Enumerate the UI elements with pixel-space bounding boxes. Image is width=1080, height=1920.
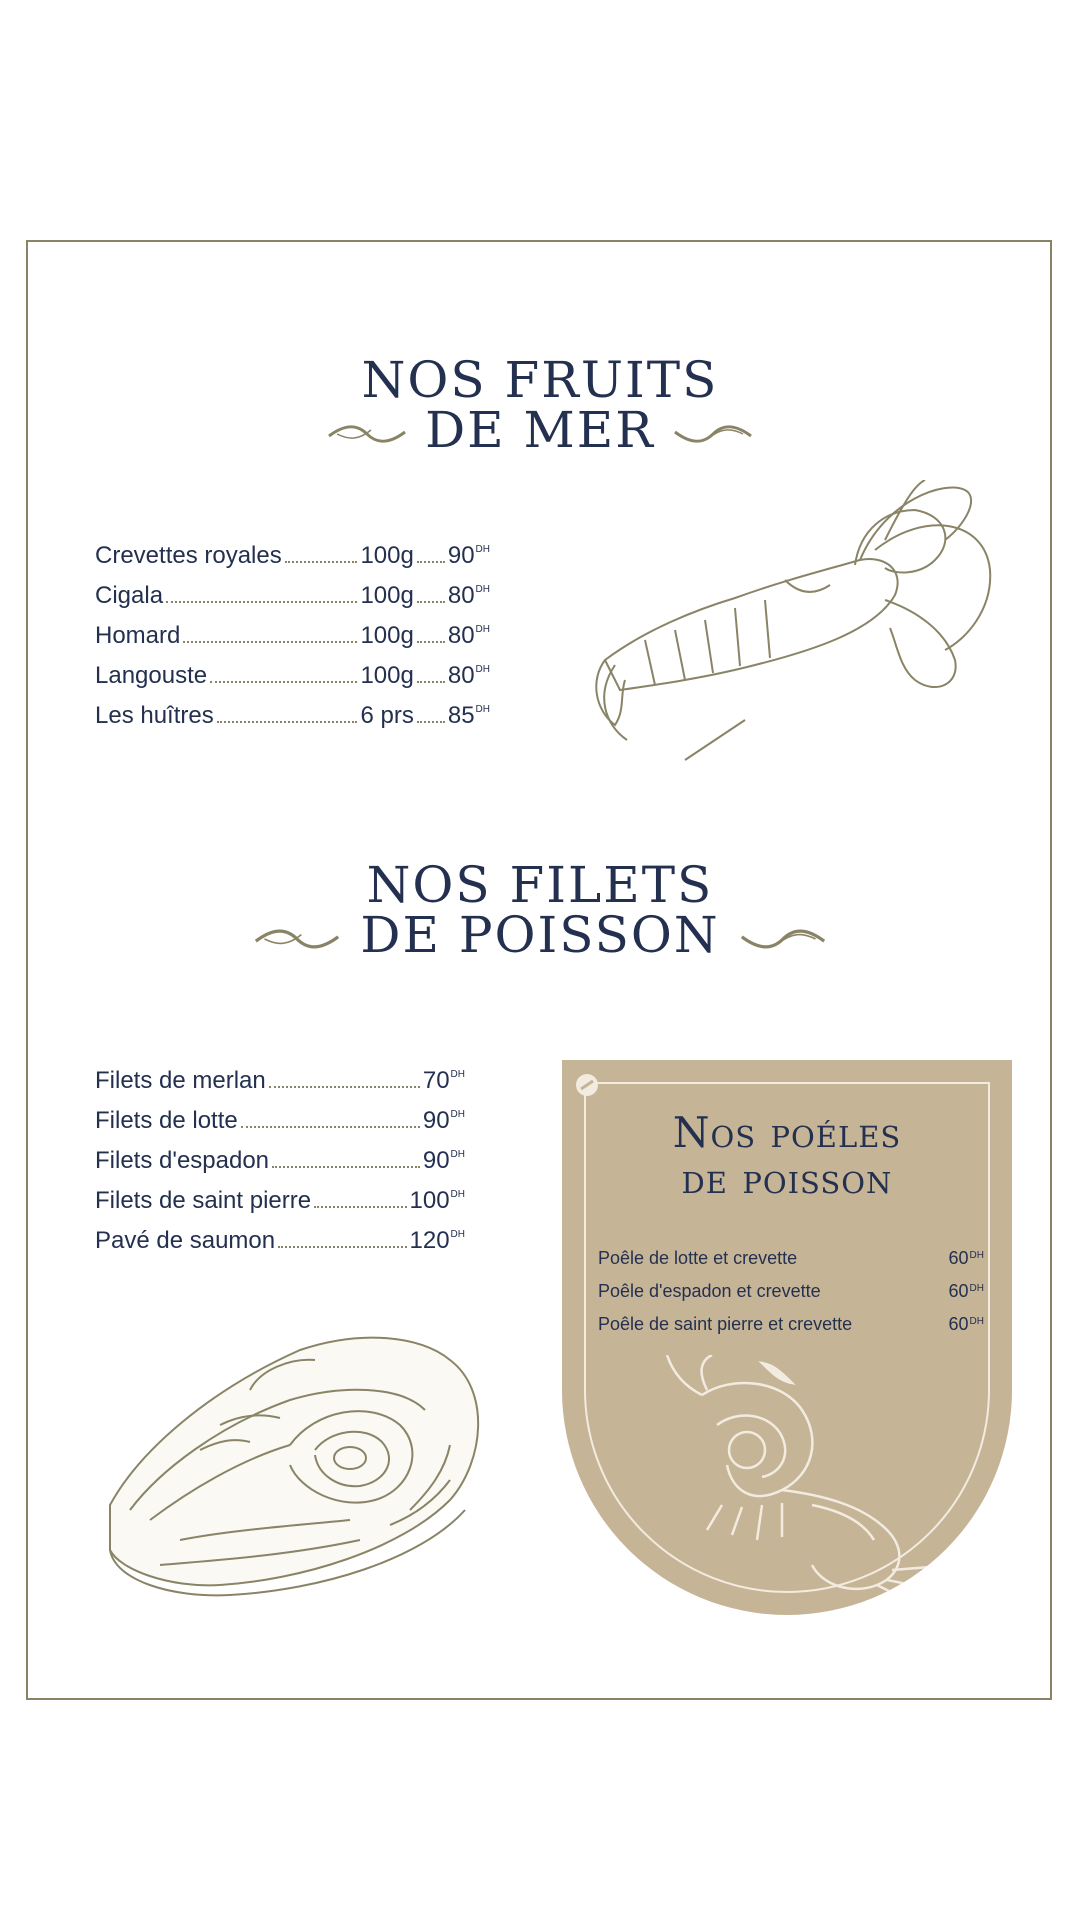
poeles-row: [598, 1281, 984, 1302]
salmon-steak-illustration-icon: [100, 1330, 490, 1610]
poeles-row: [598, 1314, 984, 1335]
menu-row: [95, 690, 490, 730]
item-name: Filets de saint pierre: [95, 1187, 312, 1214]
item-price: $80^{DH}$: [447, 662, 490, 689]
item-name: Filets de lotte: [95, 1107, 238, 1134]
title-line1: NOS FILETS: [366, 856, 714, 914]
fruits-de-mer-list: [95, 530, 490, 730]
lobster-illustration-icon: [585, 480, 995, 780]
item-price: $90^{DH}$: [447, 542, 490, 569]
item-qty: 6 prs: [360, 702, 414, 729]
item-qty: 100g: [360, 622, 414, 649]
menu-row: [95, 650, 490, 690]
fruits-de-mer-title: [0, 351, 1080, 459]
poeles-title: [562, 1110, 1012, 1202]
right-swirl-ornament-icon: [738, 926, 828, 952]
item-price: $60^{DH}$: [948, 1314, 984, 1334]
menu-row: [95, 570, 490, 610]
item-price: $60^{DH}$: [948, 1248, 984, 1268]
poeles-panel: [562, 1060, 1012, 1615]
menu-row: [95, 530, 490, 570]
left-swirl-ornament-icon: [327, 422, 407, 446]
item-price: $85^{DH}$: [447, 702, 490, 729]
item-name: Poêle de lotte et crevette: [598, 1248, 798, 1268]
item-name: Poêle d'espadon et crevette: [598, 1281, 821, 1301]
title-line2: de poisson: [681, 1154, 893, 1203]
item-price: $60^{DH}$: [948, 1281, 984, 1301]
item-price: $90^{DH}$: [422, 1147, 465, 1174]
item-price: $70^{DH}$: [422, 1067, 465, 1094]
item-name: Filets d'espadon: [95, 1147, 270, 1174]
title-line2: DE POISSON: [360, 906, 720, 964]
item-name: Crevettes royales: [95, 542, 282, 569]
item-price: $90^{DH}$: [422, 1107, 465, 1134]
title-line1: Nos poéles: [672, 1108, 902, 1157]
item-qty: 100g: [360, 662, 414, 689]
title-line2: DE MER: [425, 401, 655, 459]
menu-row: [95, 610, 490, 650]
item-price: $80^{DH}$: [447, 582, 490, 609]
menu-row: [95, 1095, 465, 1135]
filets-de-poisson-title: [0, 856, 1080, 964]
menu-row: [95, 1135, 465, 1175]
badge-icon: [574, 1072, 600, 1098]
item-price: $120^{DH}$: [409, 1227, 465, 1254]
item-price: $100^{DH}$: [409, 1187, 465, 1214]
menu-row: [95, 1175, 465, 1215]
menu-row: [95, 1215, 465, 1255]
item-name: Poêle de saint pierre et crevette: [598, 1314, 853, 1334]
item-qty: 100g: [360, 582, 414, 609]
item-price: $80^{DH}$: [447, 622, 490, 649]
item-name: Cigala: [95, 582, 164, 609]
item-name: Pavé de saumon: [95, 1227, 276, 1254]
item-name: Les huîtres: [95, 702, 214, 729]
item-qty: 100g: [360, 542, 414, 569]
left-swirl-ornament-icon: [252, 926, 342, 952]
item-name: Homard: [95, 622, 181, 649]
filets-de-poisson-list: [95, 1055, 465, 1255]
menu-row: [95, 1055, 465, 1095]
title-line1: NOS FRUITS: [361, 351, 719, 409]
item-name: Langouste: [95, 662, 208, 689]
right-swirl-ornament-icon: [673, 422, 753, 446]
shrimp-illustration-icon: [662, 1355, 962, 1605]
poeles-row: [598, 1248, 984, 1269]
item-name: Filets de merlan: [95, 1067, 266, 1094]
